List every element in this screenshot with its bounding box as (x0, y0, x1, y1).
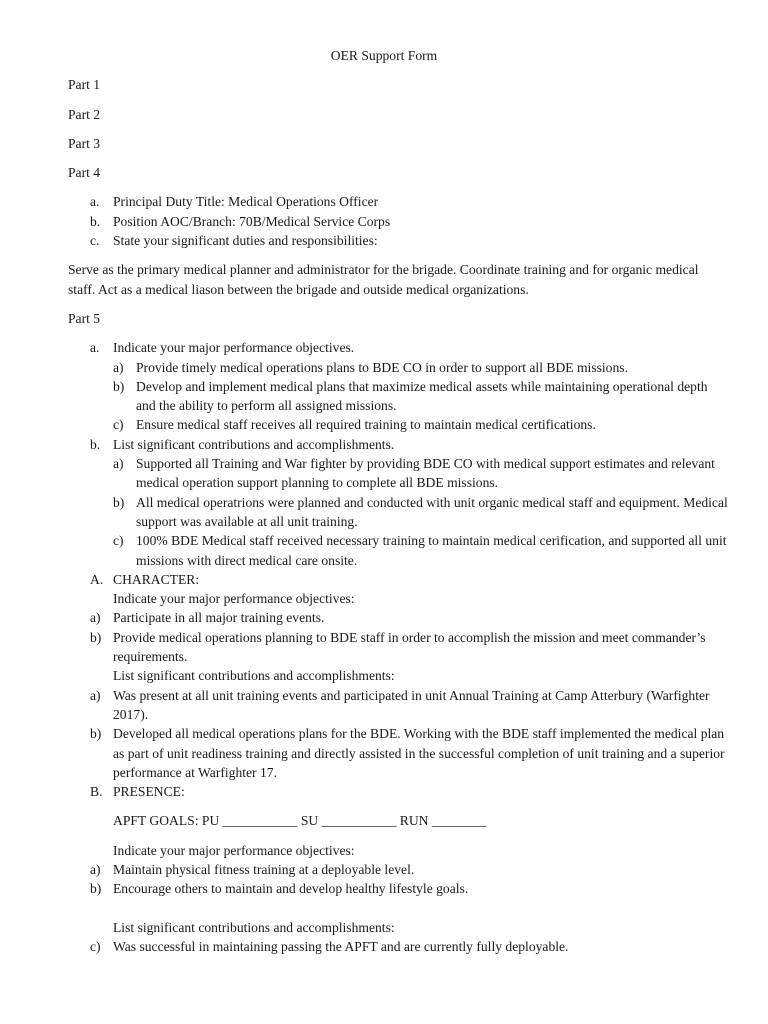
list-item: b) Develop and implement medical plans that maximize medical assets while maintaining operational depth and the ability to perform all assigned missions. (113, 378, 708, 414)
part-3-heading: Part 3 (68, 135, 101, 151)
duties-paragraph: Serve as the primary medical planner and administrator for the brigade. Coordinate training and for organic medical staff. Act as a medical liason between the brigade and outside medical organizations. (68, 262, 699, 297)
list-item: b) Developed all medical operations plans for the BDE. Working with the BDE staff implemented the medical plan as part of unit readiness training and directly assisted in the successful completion of unit training and a superior performance at Warfighter 17. (90, 726, 725, 780)
part-1-heading: Part 1 (68, 77, 101, 93)
presence-heading: B. PRESENCE: (90, 784, 185, 800)
list-item: b) All medical operatrions were planned and conducted with unit organic medical staff and equipment. Medical support was available at all unit training. (113, 494, 728, 529)
part-4-list (68, 192, 728, 250)
list-item: b) Encourage others to maintain and develop healthy lifestyle goals. (90, 881, 469, 897)
page-title: OER Support Form (330, 48, 438, 63)
part-5-list (68, 338, 728, 956)
list-item: a. Principal Duty Title: Medical Operations Officer (90, 194, 379, 210)
part-5-heading: Part 5 (68, 310, 101, 326)
contributions-label: List significant contributions and accomplishments: (113, 668, 395, 684)
list-item: a) Provide timely medical operations plans to BDE CO in order to support all BDE missions. (113, 359, 628, 375)
duty-title: Principal Duty Title: Medical Operations Officer (113, 194, 379, 210)
character-heading: A. CHARACTER: (90, 571, 200, 587)
list-item: c) 100% BDE Medical staff received necessary training to maintain medical cerification, and supported all unit missions with direct medical care onsite. (113, 533, 727, 568)
list-item: b. List significant contributions and accomplishments. (90, 436, 395, 452)
objectives-label: Indicate your major performance objectives: (113, 591, 355, 607)
part-2-heading: Part 2 (68, 106, 101, 122)
list-item: c) Ensure medical staff receives all required training to maintain medical certifications. (113, 417, 596, 433)
list-item: c) Was successful in maintaining passing the APFT and are currently fully deployable. (90, 938, 569, 954)
apft-goals-line: APFT GOALS: PU ___________ SU ___________ RUN ________ (113, 813, 487, 829)
list-item: a) Maintain physical fitness training at a deployable level. (90, 861, 415, 877)
list-item: a) Was present at all unit training events and participated in unit Annual Training at Camp Atterbury (Warfighter 2017). (90, 687, 710, 722)
document-page (68, 46, 728, 956)
position-branch: Position AOC/Branch: 70B/Medical Service Corps (113, 213, 391, 229)
list-item: c. State your significant duties and responsibilities: (90, 233, 378, 249)
list-item: a. Indicate your major performance objectives. (90, 340, 355, 356)
list-item: b) Provide medical operations planning to BDE staff in order to accomplish the mission and meet commander’s requirements. (90, 629, 706, 665)
objectives-label: Indicate your major performance objectives: (113, 842, 355, 858)
part-4-heading: Part 4 (68, 165, 101, 181)
list-item: b. Position AOC/Branch: 70B/Medical Service Corps (90, 213, 391, 229)
duties-prompt: State your significant duties and responsibilities: (113, 233, 378, 249)
contributions-label: List significant contributions and accomplishments: (113, 919, 395, 935)
list-item: a) Participate in all major training events. (90, 610, 325, 626)
list-item: a) Supported all Training and War fighter by providing BDE CO with medical support estimates and relevant medical operation support planning to complete all BDE missions. (113, 456, 715, 491)
